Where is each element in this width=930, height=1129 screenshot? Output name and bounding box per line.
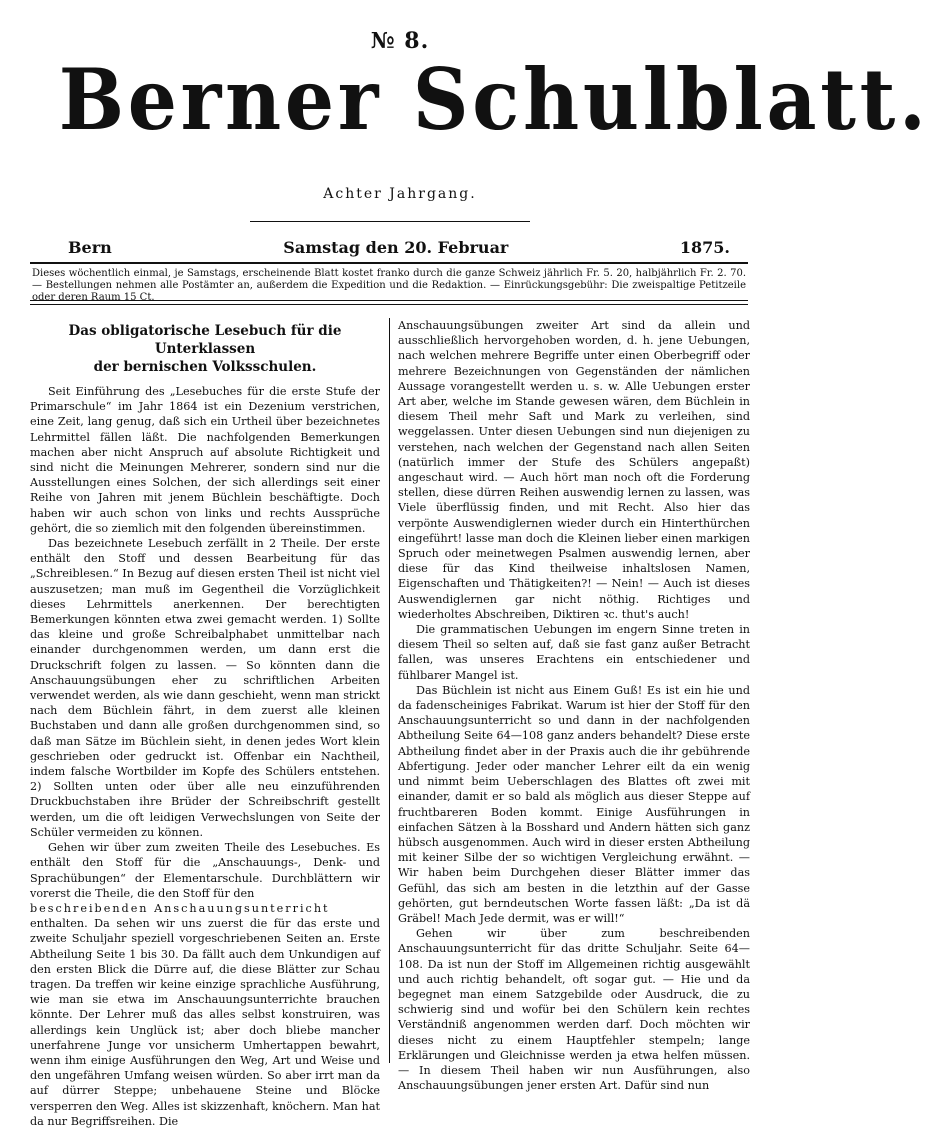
paragraph: Die grammatischen Uebungen im engern Sinne treten in diesem Theil so selten auf, daß sie fast ganz außer Betracht fallen, was unseres Erachtens ein entschiedener und fühlbarer Mangel ist. xyxy=(398,623,750,682)
spaced-phrase: beschreibenden Anschauungsunterricht xyxy=(30,901,330,915)
paragraph: Gehen wir über zum beschreibenden Anschauungsunterricht für das dritte Schuljahr. Seite 64—108. Da ist nun der Stoff im Allgemeinen richtig ausgewählt und auch richtig behandelt, oft sogar gut. — Hie und da begegnet man einem Satzgebilde oder Ausdruck, die zu schwierig sind und wofür bei den Schülern kein rechtes Verständniß angenommen werden darf. Doch möchten wir dieses nicht zu einem Hauptfehler stempeln; lange Erklärungen und Gleichnisse werden ja etwa helfen müssen. — In diesem Theil haben wir nun Ausführungen, also Anschauungsübungen jener ersten Art. Dafür sind nun xyxy=(398,927,750,1093)
paragraph: Anschauungsübungen zweiter Art sind da allein und ausschließlich hervorgehoben worden, d. h. jene Uebungen, nach welchen mehrere Begriffe unter einen Oberbegriff oder mehrere Bezeichnungen von Gegenständen der nämlichen Aussage vorangestellt werden u. s. w. Alle Uebungen erster Art aber, welche im Stande gewesen wären, dem Büchlein in diesem Theil mehr Saft und Mark zu verleihen, sind weggelassen. Unter diesen Uebungen sind nun diejenigen zu verstehen, nach welchen der Gegenstand nach allen Seiten (natürlich immer der Stufe des Schülers angepaßt) angeschaut wird. — Auch hört man noch oft die Forderung stellen, diese dürren Reihen auswendig lernen zu lassen, was Viele überflüssig finden, und mit Recht. Also hier das verpönte Auswendiglernen wieder durch ein Hinterthürchen eingeführt! lasse man doch die Kleinen lieber einen markigen Spruch oder meinetwegen Psalmen auswendig lernen, aber diese für das Kind theilweise inhaltslosen Namen, Eigenschaften und Thätigkeiten?! — Nein! — Auch ist dieses Auswendiglernen gar nicht nöthig. Richtiges und wiederholtes Abschreiben, Diktiren ꝛc. thut's auch! xyxy=(398,319,750,621)
issue-number: № 8. xyxy=(370,28,430,54)
paragraph: Das bezeichnete Lesebuch zerfällt in 2 Theile. Der erste enthält den Stoff und dessen Bearbeitung für das „Schreiblesen.“ In Bezug auf diesen ersten Theil ist nicht viel auszusetzen; man muß im Gegentheil die Vorzüglichkeit dieses Lehrmittels anerkennen. Der berechtigten Bemerkungen könnten etwa zwei gemacht werden. 1) Sollte das kleine und große Schreibalphabet unmittelbar nach einander durchgenommen werden, um dann erst die Druckschrift folgen zu lassen. — So könnten dann die Anschauungsübungen eher zu schriftlichen Arbeiten verwendet werden, als wie dann geschieht, wenn man strickt nach dem Büchlein fährt, in dem zuerst alle kleinen Buchstaben und dann alle großen durchgenommen sind, so daß man Sätze im Büchlein sieht, in denen jedes Wort klein geschrieben oder gedruckt ist. Offenbar ein Nachtheil, indem falsche Wortbilder im Kopfe des Schülers entstehen. 2) Sollten unten oder über alle neu einzuführenden Druckbuchstaben ihre Brüder der Schreibschrift gestellt werden, um die oft leidigen Verwechslungen von Seite der Schüler vermeiden zu können. xyxy=(30,537,380,839)
paragraph: Das Büchlein ist nicht aus Einem Guß! Es ist ein hie und da fadenscheiniges Fabrikat. Warum ist hier der Stoff für den Anschauungsunterricht so und dann in der nachfolgenden Abtheilung Seite 64—108 ganz anders behandelt? Diese erste Abtheilung findet aber in der Praxis auch die ihr gebührende Abfertigung. Jeder oder mancher Lehrer eilt da ein wenig und nimmt beim Ueberschlagen des Blattes oft zwei mit einander, damit er so bald als möglich aus dieser Steppe auf fruchtbareren Boden kommt. Einige Ausführungen in einfachen Sätzen à la Bosshard und Andern hätten sich ganz hübsch ausgenommen. Auch wird in dieser ersten Abtheilung mit keiner Silbe der so wichtigen Vergleichung erwähnt. — Wir haben beim Durchgehen dieser Blätter immer das Gefühl, das sich am besten in die letzthin auf der Gasse gehörten, gut berndeutschen Worte fassen läßt: „Da ist dä Gräbel! Mach Jede dermit, was er will!“ xyxy=(398,683,750,925)
paragraph: Gehen wir über zum zweiten Theile des Lesebuches. Es enthält den Stoff für die „Anschauungs-, Denk- und Sprachübungen“ der Elementarschule. Durchblättern wir vorerst die Theile, die den Stoff für den xyxy=(30,841,380,900)
title-divider xyxy=(250,221,530,222)
top-rule xyxy=(30,262,748,264)
dateline-place: Bern xyxy=(68,238,112,257)
notice-rule-thin xyxy=(30,304,748,305)
masthead-title: Berner Schulblatt. xyxy=(58,50,930,149)
article-column-left xyxy=(30,318,380,1128)
dateline-date: Samstag den 20. Februar xyxy=(283,238,509,257)
article-title-line-2: der bernischen Volksschulen. xyxy=(93,359,317,375)
paragraph-continuation: enthalten. Da sehen wir uns zuerst die für das erste und zweite Schuljahr speziell vorgeschriebenen Seiten an. Erste Abtheilung Seite 1 bis 30. Da fällt auch dem Unkundigen auf den ersten Blick die Dürre auf, die diese Blätter zur Schau tragen. Da treffen wir keine einzige sprachliche Ausführung, wie man sie etwa im Anschauungsunterrichte brauchen könnte. Der Lehrer muß das alles selbst konstruiren, was allerdings kein Unglück ist; aber doch bliebe mancher unerfahrene Junge vor unsicherm Umhertappen bewahrt, wenn ihm einige Ausführungen den Weg, Art und Weise und den ungefähren Umfang weisen würden. So aber irrt man da auf dürrer Steppe; unbehauene Steine und Blöcke versperren den Weg. Alles ist skizzenhaft, knöchern. Man hat da nur Begriffsreihen. Die xyxy=(30,917,380,1128)
article-title-line-1: Das obligatorische Lesebuch für die Unterklassen xyxy=(68,323,342,357)
dateline xyxy=(68,238,730,257)
article-title xyxy=(38,322,372,376)
dateline-year: 1875. xyxy=(679,238,730,257)
volume-subtitle: Achter Jahrgang. xyxy=(323,186,477,202)
article-column-right xyxy=(398,318,750,1093)
notice-rule xyxy=(30,300,748,301)
subscription-notice: Dieses wöchentlich einmal, je Samstags, erscheinende Blatt kostet franko durch die ganze Schweiz jährlich Fr. 5. 20, halbjährlich Fr. 2. 70. — Bestellungen nehmen alle Postämter an, außerdem die Expedition und die Redaktion. — Einrückungsgebühr: Die zweispaltige Petitzeile oder deren Raum 15 Ct. xyxy=(32,268,746,303)
paragraph: Seit Einführung des „Lesebuches für die erste Stufe der Primarschule“ im Jahr 1864 ist ein Dezenium verstrichen, eine Zeit, lang genug, daß sich ein Urtheil über bezeichnetes Lehrmittel fällen läßt. Die nachfolgenden Bemerkungen machen aber nicht Anspruch auf absolute Richtigkeit und sind nicht die Meinungen Mehrerer, sondern sind nur die Ausstellungen eines Solchen, der sich allerdings seit einer Reihe von Jahren mit jenem Büchlein beschäftigte. Doch haben wir auch schon von links und rechts Aussprüche gehört, die so ziemlich mit den folgenden übereinstimmen. xyxy=(30,385,380,535)
column-divider xyxy=(389,318,390,1063)
